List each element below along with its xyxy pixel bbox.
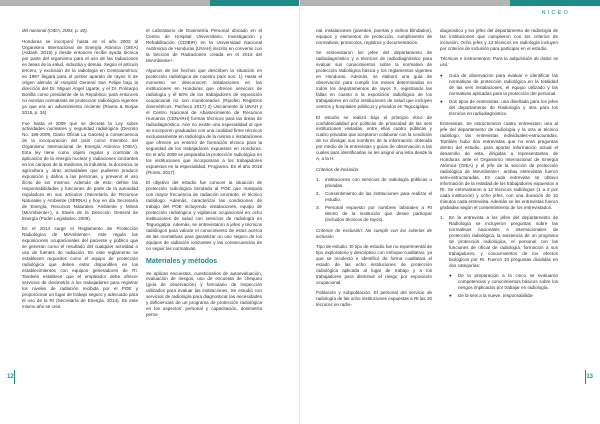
- techniques-list: [440, 73, 558, 117]
- right-column-1: [316, 28, 432, 313]
- paragraph: Entrevistas. Se estructuraron cuatro entrevistas: una al jefe del departamento de radiología y la otra al técnico radiólogo, las entrevistas individuales-estructuradas. También hubo dos entrevistas que no eran preguntas dentro del estudio, para aportar información actual el desarrollo de esta, dirigidas a representantes de Honduras ante el Organismo Internacional de Energía Atómica (OIEA) y el jefe de la sección de protección radiológica de MiAmbiente+, ambas entrevistas fueron semi-estructuradas. En cada entrevista se obtuvo información de la realidad de los trabajadores expuestos a RI. Se entrevistaron a 12 técnicos radiólogos (1 a 2 por cada institución) y ocho jefes, con una duración de 10 minutos cada entrevista. Además se les entrevistas fueron grabadas según el consentimiento de los entrevistados.: [440, 121, 558, 210]
- right-page: [300, 0, 600, 424]
- list-item-text: Consentimiento de las instituciones para realizar el estudio.: [325, 191, 432, 203]
- running-header: NICEO: [541, 10, 570, 16]
- list-marker: ●: [449, 293, 452, 299]
- paragraph: el Laboratorio de Dosimetría Personal ubicado en el Centro de Hospital Universitario, Investigación y Rehabilitación (CDIBIR) en la Universidad Nacional Autónoma de Honduras (UNAH) inscrito en convenio con la Sección de Radiaciones creada en el 2016 del MiAmbiente+.: [146, 28, 262, 63]
- inclusion-criteria-title: Criterios de inclusión: [316, 166, 359, 172]
- list-marker: ●: [440, 72, 443, 78]
- paragraph: Algunos de los hechos que describen la situación en protección radiológica de nuestro país son: 1) Hasta el momento se desconocen instalaciones en las instituciones en Honduras que ofrecen servicios de radiología y el 60% de los trabajadores de exposición ocupacional no son monitoreados (Ripolen Registros dosimétricos, Pacheco 2017) 2) Únicamente la UNAH y el Centro Nacional de Abastecimiento de Recursos Humanos (CENARH) forman técnicos para las áreas de radiodiagnóstico. Aún no existe una especialidad al que se incorporen graduados con una cualidad firme técnicos exclusivamente en radiología de la misma o instalaciones que ofrecen un entorno de formación técnico para la seguridad de los trabajadores expuestos en Honduras. En el año 2009 se preparaba la protección radiológica en los instituciones que incorporaran a los trabajadores expuestos en la especialidad, Programa. En el año 2018 (Flores, 2017).: [146, 68, 263, 175]
- exclusion-criteria: Criterios de exclusión: No cumplir con los criterios de inclusión: [316, 227, 432, 239]
- paragraph: Tipo de estudio. El tipo de estudio fue no experimental de tipo exploratorio y descriptivo con enfoque cualitativo, ya que se recolectó e identificó de forma cualitativa el estado de las ocho instituciones de protección radiológica aplicada al lugar de trabajo y a los trabajadores para disminuir el riesgo por exposición ocupacional.: [316, 244, 432, 285]
- section-heading: Materiales y métodos: [146, 257, 218, 265]
- list-marker: 3.: [316, 205, 320, 211]
- paragraph: En el 2014 surge el Reglamento de Protección Radiológica de MiAmbiente+, este regula las exposiciones ocupacionales del paciente y público que se generan como el resultado del cualquier actividad o uso de fuentes de radiación. En este reglamento se establecen requisitos como el equipo de protección radiológica que deben estar disponibles en los establecimientos con equipos generadores de RI. También establece que el empleador debe ofrecer servicios de dosimetría a los trabajadores para registrar los niveles de radiación recibida por el POE y proporcionar un lugar de trabajo seguro y adecuado para el uso de la RI (Secretaría de Energía, 2014). En este mismo año se crea: [22, 226, 138, 309]
- right-column-2: [440, 28, 558, 304]
- list-item-text: Dos tipos de entrevistas: una diseñada para los jefes del departamento de Radiología y otra para los técnicos en radiodiagnóstico.: [449, 98, 558, 116]
- header-bar: [300, 0, 600, 8]
- page-number-mark: [14, 370, 15, 384]
- list-item: [316, 177, 432, 189]
- left-column-2: [146, 28, 262, 323]
- header-bar-gray: [300, 0, 510, 6]
- list-item: [316, 205, 432, 223]
- sub-bullet-list: [449, 273, 558, 299]
- paragraph: del nacional (OIEA, 2004, p. 40).: [22, 28, 88, 33]
- list-marker: 1.: [440, 215, 444, 221]
- list-item: [449, 273, 558, 291]
- paragraph: Honduras se incorporó hasta en el año 2003 al Organismo Internacional de Energía Atómica (OIEA) (Aldash, 2015) y desde entonces recibe ayuda técnica por parte del organismo para el uso de las radiaciones en áreas de la salud, industria y demás. Según el artículo tercero, y exclusión de la radiología en Centroamérica; en 1997 llegará para el primer aparato de rayos X de origen alemán al Hospital General San Felipe bajo la dirección del Dr. Miguel Ángel Ugarte, y el Dr. Policarpo Bonilla como presidente de la República; para entonces no existían normativas de protección radiológica vigentes ya que era un advenimiento reciente (Rivera & Borjas 2015, p. 34).: [22, 38, 138, 115]
- list-item-text: Personal expuesto por nombres laborales a RI dentro de la institución que desee participar (incluidos técnicos de rayos).: [325, 205, 432, 223]
- header-bar: [0, 0, 300, 8]
- list-item-text: De la preparación a la cinco se evaluaron competencias y conocimientos básicos sobre los riesgos implicados por trabajar en radiología.: [458, 273, 558, 291]
- list-item: [440, 73, 558, 97]
- paragraph: Fue hasta el 2009 que se decreta la Ley sobre actividades nucleares y seguridad radiológica (Decreto No. 195-2009, Diario Oficial La Gaceta) a consecuencia de la incorporación del país como miembro del Organismo Internacional de Energía Atómica (OIEA). Esta ley tiene como objeto regular y controlar la aplicación de la energía nuclear y radiaciones ionizantes en los campos de la medicina, la industria, la docencia, la agricultura y otras actividades que pudieren producir exposición y daños a las personas, y prevenir el uso ilícito de los mismos. Además de esto, define las responsabilidades y funciones de parte de la autoridad reguladora en sus artículos (Secretaría de Recursos Naturales y Ambiente (SERNA) y hoy en día Secretaría de Energía, Recursos Naturales, Ambiente y Minas (MiAmbiente+), a través de la Dirección General de Energía (Poder Legislativo, 2009).: [22, 120, 139, 221]
- header-bar-gray: [0, 0, 210, 6]
- list-marker: ●: [440, 98, 443, 104]
- list-item: [316, 191, 432, 203]
- paragraph: Se aplican encuestas, cuestionarios de autoevaluación, evaluación de riesgos, uso de encuesta de chequeo (guía de observación) y formulario de inspección utilizados para evaluar las instituciones. Se estudió con servicios de radiología para diagnosticar las necesidades y deficiencias de un programa de protección radiológica en los aspectos: personal y capacitación, dosimetría perso-: [146, 270, 262, 318]
- left-column-1: [22, 28, 138, 314]
- paragraph: El objetivo del estudio fue conocer la situación de protección radiológica brindada al POE que manipula con mayor frecuencia de radiación ionizante, el técnico radiólogo. Además, caracterizar las condiciones de trabajo del POE incluyendo instalaciones, equipo de protección radiológica y vigilancia ocupacional en ocho instituciones de salud con servicios de radiología en Tegucigalpa. Además, se entrevistaron a jefes y técnicos radiólogos para valorar el conocimiento de estos acerca de las normativas para garantizar un uso seguro de los equipos de radiación ionizantes y las consecuencias de no seguir las normativas.: [146, 180, 262, 251]
- list-item-text: Instituciones con servicios de radiología públicas o privadas.: [325, 177, 432, 189]
- paragraph: Población y subpoblación. El personal del servicio de radiología de las ocho instituciones expuestas a RI las 20 técnicos en radio-: [316, 290, 432, 308]
- paragraph: diagnóstico y los jefes del departamento de radiología de las instituciones que cumplieron con los criterios de inclusión. Ocho jefes y 13 técnicos en radiología incluyen por criterios de inclusión para participar en el estudio.: [440, 28, 558, 51]
- header-bar-teal: [510, 0, 600, 6]
- page-number-left: 12: [7, 374, 14, 380]
- list-item-text: Guía de observación para evaluar e identificar las normativas de protección radiológica en la totalidad de las seis instalaciones, el equipo utilizado y las normativas aplicadas para la protección del personal.: [449, 72, 558, 96]
- list-marker: 1.: [316, 177, 320, 183]
- list-marker: 2.: [316, 191, 320, 197]
- techniques-title: Técnicas e instrumentos: Para la adquisición de datos se usó:: [440, 56, 558, 68]
- list-item: [440, 99, 558, 117]
- paragraph: nal, instalaciones (paredes, puertas y vidrios blindados), equipos y elementos de protección, cumplimiento de normativas, protocolos, registros y documentación.: [316, 28, 432, 45]
- inclusion-list: [316, 177, 432, 223]
- list-item: [440, 215, 558, 269]
- header-bar-teal: [210, 0, 300, 6]
- page-number-right: 13: [586, 374, 593, 380]
- list-item: [449, 293, 558, 299]
- list-item-text: De la seis a la nueve, responsabilida-: [458, 293, 534, 299]
- interview-list: [440, 215, 558, 269]
- list-item-text: En la entrevista a los jefes del departamento de Radiología se incluyeron preguntas sobre las normativas nacionales e internacionales de protección radiológica, la existencia de un programa de protección radiológica, el personal con las funciones de oficial de radiología, formación a sus trabajadores, y conocimientos de los efectos biológicos por RI. Fueron 10 preguntas divididas en dos categorías:: [449, 215, 558, 268]
- paragraph: El estudio se realizó bajo el principio ético de confidencialidad por políticas de privacidad de las seis instituciones visitadas, entre ellas cuatro públicas y cuatro privadas que aceptaron colaborar con la condición de no divulgar sus nombres de la información obtenida por medio de la entrevistas y guías de observación a las cuales para identificarlas se les asignó una letra desde la A, a la H.: [316, 114, 432, 162]
- list-marker: ●: [449, 273, 452, 279]
- paragraph: Se entrevistaron los jefes del departamento de radiodiagnóstico y a técnicos de radiodiagnóstico para evaluar sus conocimientos sobre la normativa de protección radiológica básica y los reglamentos vigentes en Honduras. Además, se elaboró una guía de observación para cumplir los meses determinados en todos los departamentos de rayos X, registrando las fallas en cuanto a la exposición radiológica de los trabajadores en ocho instituciones de salud que incluyen centros y hospitales públicos y privados en Tegucigalpa.: [316, 50, 432, 110]
